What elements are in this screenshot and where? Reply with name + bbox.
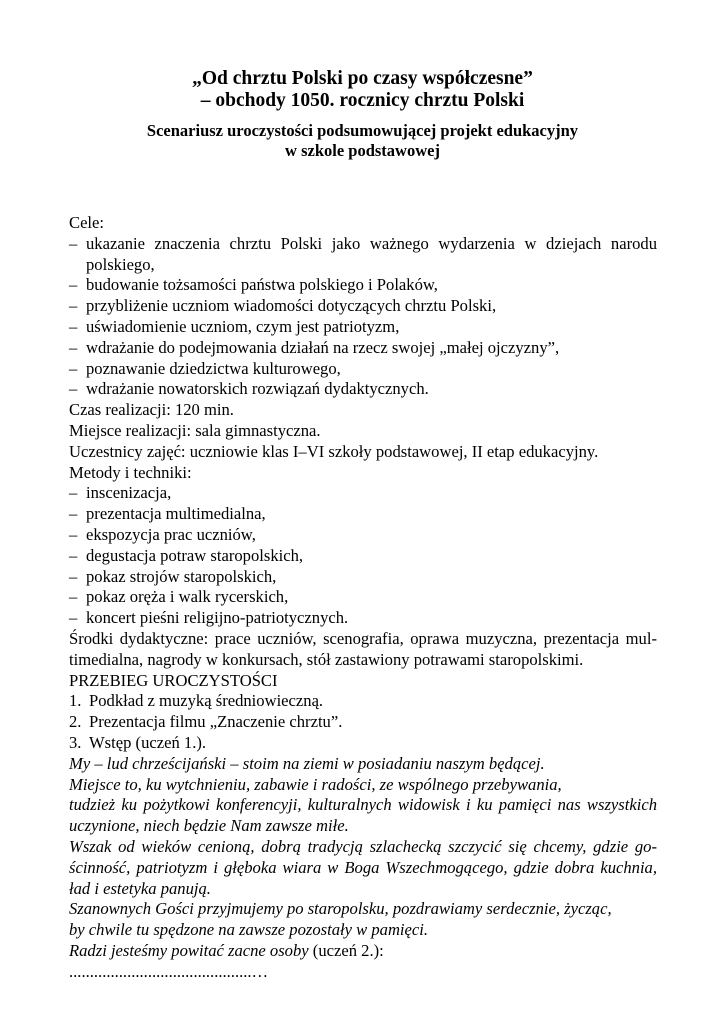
dash-bullet: – [69, 587, 78, 607]
goal-item [69, 359, 657, 380]
teaching-aids-text: Środki dydaktyczne: prace uczniów, scenografia, oprawa muzyczna, prezentacja mul- [69, 628, 657, 648]
methods-heading: Metody i techniki: [69, 462, 192, 482]
method-item [69, 483, 657, 504]
speech-line: by chwile tu spędzone na zawsze pozostały w pamięci. [69, 920, 429, 940]
greeting-italic: Radzi jesteśmy powitać zacne osoby [69, 940, 309, 960]
goal-item [69, 338, 657, 359]
course-step [69, 712, 657, 733]
speech-line: ścinność, patriotyzm i głęboka wiara w Boga Wszechmogącego, gdzie dobra kuchnia, [69, 857, 657, 877]
goal-item-text: wdrażanie nowatorskich rozwiązań dydaktycznych. [86, 379, 429, 399]
dash-bullet: – [69, 504, 78, 524]
speech-line: Szanownych Gości przyjmujemy po staropolsku, pozdrawiamy serdecznie, życząc, [69, 899, 612, 919]
course-heading: PRZEBIEG UROCZYSTOŚCI [69, 670, 278, 690]
method-item [69, 608, 657, 629]
speech-line: ład i estetyka panują. [69, 878, 211, 898]
goal-item-text: poznawanie dziedzictwa kulturowego, [86, 358, 341, 378]
goal-item [69, 275, 657, 296]
goal-item-text: ukazanie znaczenia chrztu Polski jako ważnego wydarzenia w dziejach narodu [86, 233, 657, 253]
speech-line: uczynione, niech będzie Nam zawsze miłe. [69, 816, 349, 836]
step-text: Wstęp (uczeń 1.). [89, 732, 207, 752]
method-item [69, 587, 657, 608]
step-number: 2. [69, 712, 82, 732]
speech-line: Miejsce to, ku wytchnieniu, zabawie i radości, ze wspólnego przebywania, [69, 774, 562, 794]
goal-item-text: budowanie tożsamości państwa polskiego i Polaków, [86, 275, 438, 295]
dash-bullet: – [69, 524, 78, 544]
duration-text: Czas realizacji: 120 min. [69, 400, 234, 420]
dash-bullet: – [69, 545, 78, 565]
method-item-text: inscenizacja, [86, 483, 172, 503]
participants-text: Uczestnicy zajęć: uczniowie klas I–VI szkoły podstawowej, II etap edukacyjny. [69, 441, 599, 461]
step-number: 1. [69, 691, 82, 711]
dash-bullet: – [69, 337, 78, 357]
document-title-line-2: – obchody 1050. rocznicy chrztu Polski [200, 90, 525, 111]
goals-heading: Cele: [69, 213, 105, 232]
course-step [69, 691, 657, 712]
document-body [69, 213, 657, 982]
method-item [69, 525, 657, 546]
method-item-text: pokaz strojów staropolskich, [86, 566, 277, 586]
dash-bullet: – [69, 296, 78, 316]
method-item-text: ekspozycja prac uczniów, [86, 524, 256, 544]
dash-bullet: – [69, 233, 78, 253]
dash-bullet: – [69, 483, 78, 503]
method-item-text: prezentacja multimedialna, [86, 504, 266, 524]
method-item-text: degustacja potraw staropolskich, [86, 545, 304, 565]
speech-line: tudzież ku pożytkowi konferencyji, kulturalnych widowisk i ku pamięci nas wszystkich [69, 795, 657, 815]
goal-item-text: uświadomienie uczniom, czym jest patriotyzm, [86, 316, 400, 336]
teaching-aids-text-continued: timedialna, nagrody w konkursach, stół zastawiony potrawami staropolskimi. [69, 649, 584, 669]
course-step [69, 733, 657, 754]
method-item-text: pokaz oręża i walk rycerskich, [86, 587, 289, 607]
method-item-text: koncert pieśni religijno-patriotycznych. [86, 608, 349, 628]
goal-item [69, 234, 657, 276]
document-subtitle-line-1: Scenariusz uroczystości podsumowującej projekt edukacyjny [146, 121, 579, 140]
dash-bullet: – [69, 275, 78, 295]
document-subtitle-line-2: w szkole podstawowej [285, 141, 440, 160]
dash-bullet: – [69, 608, 78, 628]
greeting-speaker: (uczeń 2.): [308, 940, 384, 960]
goal-item-text-continued: polskiego, [86, 254, 155, 274]
step-number: 3. [69, 732, 82, 752]
document-title-line-1: „Od chrztu Polski po czasy współczesne” [192, 68, 533, 89]
speech-line-greeting [69, 941, 657, 962]
speech-line: My – lud chrześcijański – stoim na ziemi w posiadaniu naszym będącej. [69, 753, 545, 773]
goal-item [69, 317, 657, 338]
step-text: Prezentacja filmu „Znaczenie chrztu”. [89, 712, 343, 732]
goal-item-text: przybliżenie uczniom wiadomości dotyczących chrztu Polski, [86, 296, 497, 316]
dash-bullet: – [69, 566, 78, 586]
dash-bullet: – [69, 316, 78, 336]
method-item [69, 567, 657, 588]
goal-item [69, 379, 657, 400]
speech-line: Wszak od wieków cenioną, dobrą tradycją szlachecką szczycić się chcemy, gdzie go- [69, 836, 657, 856]
dotted-placeholder: ............................................… [69, 961, 269, 981]
goal-item-text: wdrażanie do podejmowania działań na rzecz swojej „małej ojczyzny”, [86, 337, 560, 357]
method-item [69, 546, 657, 567]
dash-bullet: – [69, 379, 78, 399]
dash-bullet: – [69, 358, 78, 378]
method-item [69, 504, 657, 525]
step-text: Podkład z muzyką średniowieczną. [89, 691, 324, 711]
location-text: Miejsce realizacji: sala gimnastyczna. [69, 420, 321, 440]
goal-item [69, 296, 657, 317]
